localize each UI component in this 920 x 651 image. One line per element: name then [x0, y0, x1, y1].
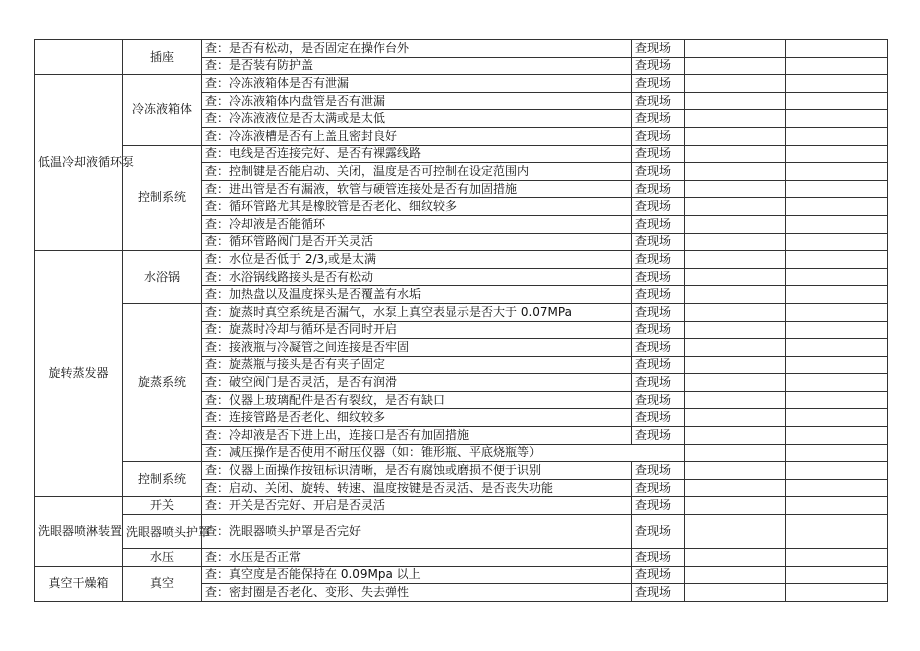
blank-cell [685, 303, 786, 321]
blank-cell [685, 215, 786, 233]
check-item: 查：循环管路尤其是橡胶管是否老化、细纹较多 [202, 198, 632, 216]
table-row [35, 40, 888, 58]
table-row [35, 549, 888, 567]
blank-cell [786, 321, 888, 339]
blank-cell [786, 409, 888, 427]
table-row [35, 75, 888, 93]
check-item: 查：进出管是否有漏液，软管与硬管连接处是否有加固措施 [202, 180, 632, 198]
blank-cell [685, 75, 786, 93]
check-method: 查现场 [632, 110, 685, 128]
component-cell: 水压 [123, 549, 202, 567]
blank-cell [685, 515, 786, 549]
blank-cell [685, 40, 786, 58]
blank-cell [685, 92, 786, 110]
equipment-cell: 真空干燥箱 [35, 566, 123, 601]
check-item: 查：是否有松动，是否固定在操作台外 [202, 40, 632, 58]
check-item: 查：真空度是否能保持在 0.09Mpa 以上 [202, 566, 632, 584]
check-method: 查现场 [632, 339, 685, 357]
check-method: 查现场 [632, 268, 685, 286]
blank-cell [786, 251, 888, 269]
check-method: 查现场 [632, 180, 685, 198]
blank-cell [685, 549, 786, 567]
blank-cell [786, 163, 888, 181]
blank-cell [685, 110, 786, 128]
blank-cell [685, 374, 786, 392]
component-cell: 插座 [123, 40, 202, 75]
blank-cell [685, 444, 786, 462]
blank-cell [685, 163, 786, 181]
blank-cell [685, 462, 786, 480]
check-item: 查：旋蒸时真空系统是否漏气，水泵上真空表显示是否大于 0.07MPa [202, 303, 632, 321]
check-item: 查：冷却液是否下进上出，连接口是否有加固措施 [202, 427, 632, 445]
blank-cell [685, 251, 786, 269]
check-method: 查现场 [632, 92, 685, 110]
check-item: 查：冷冻液箱体内盘管是否有泄漏 [202, 92, 632, 110]
blank-cell [685, 198, 786, 216]
check-item: 查：水压是否正常 [202, 549, 632, 567]
blank-cell [685, 584, 786, 602]
blank-cell [786, 391, 888, 409]
check-method: 查现场 [632, 145, 685, 163]
blank-cell [685, 233, 786, 251]
blank-cell [685, 391, 786, 409]
check-item: 查：水位是否低于 2/3,或是太满 [202, 251, 632, 269]
blank-cell [786, 75, 888, 93]
check-item: 查：冷却液是否能循环 [202, 215, 632, 233]
blank-cell [685, 566, 786, 584]
blank-cell [786, 40, 888, 58]
blank-cell [786, 339, 888, 357]
check-method: 查现场 [632, 233, 685, 251]
check-method: 查现场 [632, 251, 685, 269]
blank-cell [786, 233, 888, 251]
blank-cell [685, 339, 786, 357]
blank-cell [685, 427, 786, 445]
check-item: 查：冷冻液槽是否有上盖且密封良好 [202, 127, 632, 145]
blank-cell [685, 145, 786, 163]
check-item: 查：仪器上玻璃配件是否有裂纹，是否有缺口 [202, 391, 632, 409]
check-item: 查：循环管路阀门是否开关灵活 [202, 233, 632, 251]
check-item: 查：电线是否连接完好、是否有裸露线路 [202, 145, 632, 163]
check-item: 查：接液瓶与冷凝管之间连接是否牢固 [202, 339, 632, 357]
component-cell: 真空 [123, 566, 202, 601]
check-item: 查：旋蒸时冷却与循环是否同时开启 [202, 321, 632, 339]
check-method: 查现场 [632, 462, 685, 480]
check-item: 查：旋蒸瓶与接头是否有夹子固定 [202, 356, 632, 374]
blank-cell [786, 479, 888, 497]
blank-cell [786, 515, 888, 549]
table-row [35, 566, 888, 584]
blank-cell [786, 286, 888, 304]
check-item: 查：洗眼器喷头护罩是否完好 [202, 515, 632, 549]
check-method: 查现场 [632, 286, 685, 304]
check-item: 查：密封圈是否老化、变形、失去弹性 [202, 584, 632, 602]
blank-cell [786, 180, 888, 198]
table-row [35, 462, 888, 480]
check-method: 查现场 [632, 515, 685, 549]
blank-cell [786, 110, 888, 128]
blank-cell [786, 374, 888, 392]
blank-cell [685, 180, 786, 198]
blank-cell [685, 321, 786, 339]
check-item: 查：控制键是否能启动、关闭，温度是否可控制在设定范围内 [202, 163, 632, 181]
check-method: 查现场 [632, 75, 685, 93]
check-method: 查现场 [632, 356, 685, 374]
blank-cell [786, 268, 888, 286]
check-method: 查现场 [632, 549, 685, 567]
check-method: 查现场 [632, 198, 685, 216]
component-cell: 洗眼器喷头护罩 [123, 515, 202, 549]
check-method: 查现场 [632, 584, 685, 602]
check-item: 查：破空阀门是否灵活，是否有润滑 [202, 374, 632, 392]
blank-cell [786, 303, 888, 321]
blank-cell [786, 92, 888, 110]
check-method: 查现场 [632, 127, 685, 145]
blank-cell [786, 145, 888, 163]
equipment-cell: 旋转蒸发器 [35, 251, 123, 497]
inspection-table [34, 39, 888, 602]
blank-cell [685, 268, 786, 286]
component-cell: 旋蒸系统 [123, 303, 202, 461]
blank-cell [786, 549, 888, 567]
component-cell: 开关 [123, 497, 202, 515]
blank-cell [685, 356, 786, 374]
blank-cell [786, 215, 888, 233]
check-item: 查：加热盘以及温度探头是否覆盖有水垢 [202, 286, 632, 304]
blank-cell [685, 497, 786, 515]
check-method: 查现场 [632, 479, 685, 497]
blank-cell [685, 479, 786, 497]
blank-cell [685, 127, 786, 145]
blank-cell [786, 127, 888, 145]
check-method: 查现场 [632, 163, 685, 181]
check-method: 查现场 [632, 57, 685, 75]
equipment-cell: 洗眼器喷淋装置 [35, 497, 123, 566]
table-row [35, 251, 888, 269]
check-item: 查：冷冻液箱体是否有泄漏 [202, 75, 632, 93]
check-item: 查：水浴锅线路接头是否有松动 [202, 268, 632, 286]
equipment-cell: 低温冷却液循环泵 [35, 75, 123, 251]
blank-cell [786, 427, 888, 445]
blank-cell [786, 566, 888, 584]
check-item: 查：启动、关闭、旋转、转速、温度按键是否灵活、是否丧失功能 [202, 479, 632, 497]
equipment-cell [35, 40, 123, 75]
check-method: 查现场 [632, 427, 685, 445]
blank-cell [786, 497, 888, 515]
check-method: 查现场 [632, 303, 685, 321]
blank-cell [786, 462, 888, 480]
check-method: 查现场 [632, 40, 685, 58]
check-method: 查现场 [632, 409, 685, 427]
check-method: 查现场 [632, 497, 685, 515]
check-method: 查现场 [632, 215, 685, 233]
blank-cell [786, 584, 888, 602]
blank-cell [786, 57, 888, 75]
blank-cell [685, 286, 786, 304]
component-cell: 水浴锅 [123, 251, 202, 304]
check-item: 查：仪器上面操作按钮标识清晰，是否有腐蚀或磨损不便于识别 [202, 462, 632, 480]
blank-cell [786, 356, 888, 374]
blank-cell [685, 409, 786, 427]
check-method: 查现场 [632, 321, 685, 339]
check-method: 查现场 [632, 391, 685, 409]
table-row [35, 515, 888, 549]
check-item: 查：开关是否完好、开启是否灵活 [202, 497, 632, 515]
blank-cell [786, 444, 888, 462]
blank-cell [786, 198, 888, 216]
check-item: 查：是否装有防护盖 [202, 57, 632, 75]
table-row [35, 303, 888, 321]
component-cell: 冷冻液箱体 [123, 75, 202, 145]
blank-cell [685, 57, 786, 75]
check-item: 查：连接管路是否老化、细纹较多 [202, 409, 632, 427]
component-cell: 控制系统 [123, 145, 202, 251]
check-method: 查现场 [632, 566, 685, 584]
table-row [35, 497, 888, 515]
check-item: 查：冷冻液液位是否太满或是太低 [202, 110, 632, 128]
check-item: 查：减压操作是否使用不耐压仪器（如：锥形瓶、平底烧瓶等） [202, 444, 685, 462]
table-row [35, 145, 888, 163]
component-cell: 控制系统 [123, 462, 202, 497]
check-method: 查现场 [632, 374, 685, 392]
